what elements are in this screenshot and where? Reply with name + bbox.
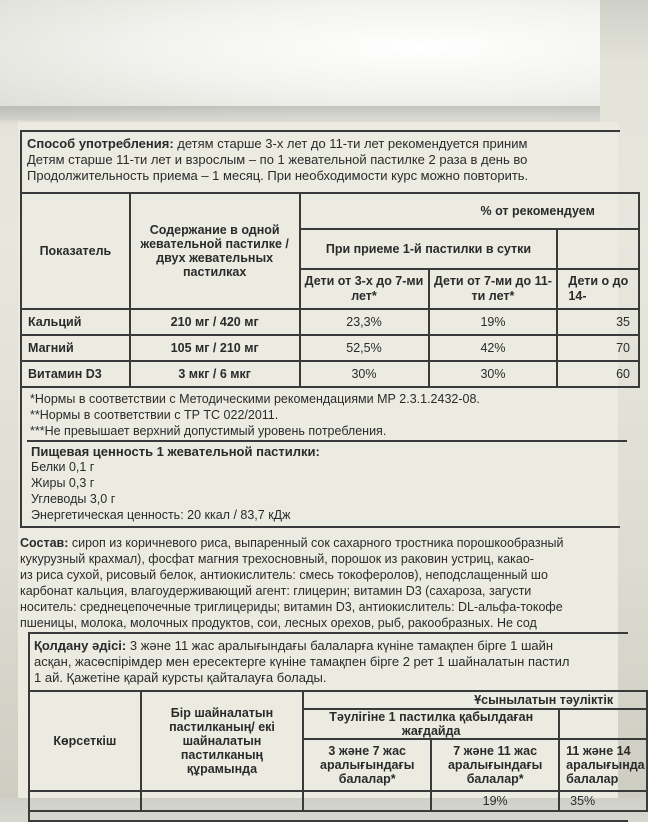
header-indicator: Показатель: [21, 193, 130, 309]
table-row: [29, 791, 647, 811]
usage-title: Способ употребления:: [27, 136, 174, 151]
kz-row-name: [29, 791, 141, 811]
header-blank: [557, 229, 639, 269]
usage-line-1: [27, 136, 527, 152]
header-percent: % от рекомендуем: [300, 193, 639, 229]
kz-header-daily: Тәулігіне 1 пастилка қабылдаған жағдайда: [303, 709, 559, 739]
kz-usage-line-2: асқан, жасөспірімдер мен ересектерге күніне тамақпен бірге 2 рет 1 шайналатын пастил: [34, 654, 570, 669]
kz-header-age-3-7: 3 және 7 жас аралығындағы балалар*: [303, 739, 431, 791]
composition-line-4: карбонат кальция, влагоудерживающий агент: глицерин; витамин D3 (сахароза, загусти: [20, 584, 532, 598]
row-name: Магний: [21, 335, 130, 361]
kz-nutrient-table: [28, 690, 648, 812]
kz-row-value: 35%: [559, 791, 647, 811]
composition-title: Состав:: [20, 536, 69, 550]
usage-text-1: детям старше 3-х лет до 11-ти лет рекомендуется приним: [177, 136, 528, 151]
usage-line-2: Детям старше 11-ти лет и взрослым – по 1 жевательной пастилке 2 раза в день во: [27, 152, 528, 167]
row-value: 60: [557, 361, 639, 387]
kz-row-value: [303, 791, 431, 811]
nutrition-item: Энергетическая ценность: 20 ккал / 83,7 кДж: [31, 508, 291, 522]
row-value: 23,3%: [300, 309, 429, 335]
row-value: 52,5%: [300, 335, 429, 361]
composition-text-1: сироп из коричневого риса, выпаренный сок сахарного тростника порошкообразный: [71, 536, 564, 550]
row-value: 30%: [429, 361, 558, 387]
header-content: Содержание в одной жевательной пастилке / двух жевательных пастилках: [130, 193, 300, 309]
package-lid: [0, 0, 600, 120]
header-age-3-7: Дети от 3-х до 7-ми лет*: [300, 269, 429, 309]
composition-line-5: носитель: среднецепочечные триглицериды; витамин D3, антиокислитель: DL-альфа-токофе: [20, 600, 563, 614]
composition-line-6: пшеницы, молока, молочных продуктов, сои, лесных орехов, рыб, ракообразных. Не сод: [20, 616, 537, 630]
kz-header-indicator: Көрсеткіш: [29, 691, 141, 791]
kz-usage-text-1: 3 және 11 жас аралығындағы балаларға күніне тамақпен бірге 1 шайн: [129, 638, 554, 653]
kz-header-age-11-14: 11 және 14 аралығында балалар: [559, 739, 647, 791]
composition-line-2: кукурузный крахмал), фосфат магния трехосновный, порошок из раковин устриц, какао-: [20, 552, 534, 566]
row-content: 3 мкг / 6 мкг: [130, 361, 300, 387]
row-name: Кальций: [21, 309, 130, 335]
footnote-2: **Нормы в соответствии с ТР ТС 022/2011.: [30, 408, 279, 422]
nutrition-item: Углеводы 3,0 г: [31, 492, 116, 506]
kz-usage-line-1: [34, 638, 553, 654]
header-age-11-14: Дети о до 14-: [557, 269, 639, 309]
header-once-daily: При приеме 1-й пастилки в сутки: [300, 229, 558, 269]
kz-header-age-7-11: 7 және 11 жас аралығындағы балалар*: [431, 739, 559, 791]
nutrition-block: [27, 440, 627, 530]
row-content: 105 мг / 210 мг: [130, 335, 300, 361]
kz-header-recommended: Ұсынылатын тәуліктік: [303, 691, 647, 709]
footnote-1: *Нормы в соответствии с Методическими рекомендациями МР 2.3.1.2432-08.: [30, 392, 480, 406]
nutrition-item: Жиры 0,3 г: [31, 476, 95, 490]
kz-row-value: 19%: [431, 791, 559, 811]
row-value: 19%: [429, 309, 558, 335]
nutrition-title: Пищевая ценность 1 жевательной пастилки:: [31, 444, 320, 459]
composition-line-1: [20, 535, 563, 551]
row-content: 210 мг / 420 мг: [130, 309, 300, 335]
row-value: 35: [557, 309, 639, 335]
row-value: 70: [557, 335, 639, 361]
table-row: [21, 309, 639, 335]
nutrient-table: [20, 192, 640, 388]
table-row: [21, 335, 639, 361]
row-name: Витамин D3: [21, 361, 130, 387]
composition-line-3: из риса сухой, рисовый белок, антиокислитель: смесь токоферолов), неподслащенный шо: [20, 568, 548, 582]
kz-usage-title: Қолдану әдісі:: [34, 638, 127, 653]
header-age-7-11: Дети от 7-ми до 11-ти лет*: [429, 269, 558, 309]
usage-line-3: Продолжительность приема – 1 месяц. При необходимости курс можно повторить.: [27, 168, 529, 183]
row-value: 30%: [300, 361, 429, 387]
kz-header-content: Бір шайналатын пастилканың/ екі шайналатын пастилканың құрамында: [141, 691, 304, 791]
nutrition-item: Белки 0,1 г: [31, 460, 95, 474]
kz-header-blank: [559, 709, 647, 739]
kz-usage-line-3: 1 ай. Қажетіне қарай курсты қайталауға болады.: [34, 670, 327, 685]
footnote-3: ***Не превышает верхний допустимый уровень потребления.: [30, 424, 387, 438]
row-value: 42%: [429, 335, 558, 361]
table-row: [21, 361, 639, 387]
kz-row-content: [141, 791, 304, 811]
